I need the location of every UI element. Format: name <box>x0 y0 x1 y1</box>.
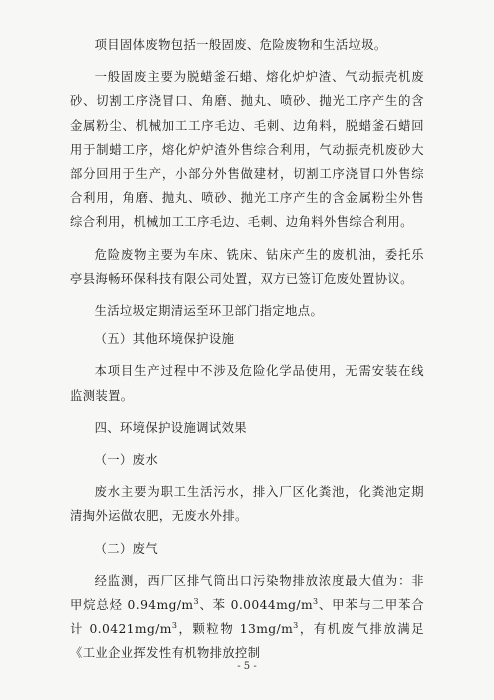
section-heading-exhaust-gas: （二）废气 <box>94 541 159 556</box>
paragraph-hazardous-waste: 危险废物主要为车床、铣床、钻床产生的废机油，委托乐亭县海畅环保科技有限公司处置，双方已签订危废处置协议。 <box>70 247 424 286</box>
section-heading-other-facilities: （五）其他环境保护设施 <box>94 332 235 347</box>
paragraph-exhaust-monitoring: 经监测，西厂区排气筒出口污染物排放浓度最大值为：非甲烷总烃 $0.94mg/m^3$、苯 $0.0044mg/m^3$、甲苯与二甲苯合计 $0.0421mg/m^3$，颗粒物 $13mg/m^3$，有机废气排放满足《工业企业挥发性有机物排放控制 <box>70 573 425 661</box>
paragraph-solid-waste-intro: 项目固体废物包括一般固废、危险废物和生活垃圾。 <box>94 38 387 52</box>
paragraph-general-solid-waste: 一般固废主要为脱蜡釜石蜡、熔化炉炉渣、气动振壳机废砂、切割工序浇冒口、角磨、抛丸、喷砂、抛光工序产生的含金属粉尘、机械加工工序毛边、毛刺、边角料，脱蜡釜石蜡回用于制蜡工序，熔化炉炉渣外售综合利用，气动振壳机废砂大部分回用于生产，小部分外售做建材，切割工序浇冒口外售综合利用，角磨、抛丸、喷砂、抛光工序产生的含金属粉尘外售综合利用，机械加工工序毛边、毛刺、边角料外售综合利用。 <box>70 70 424 230</box>
paragraph-wastewater: 废水主要为职工生活污水，排入厂区化粪池，化粪池定期清掏外运做农肥，无废水外排。 <box>70 485 424 524</box>
section-heading-debugging-effect: 四、环境保护设施调试效果 <box>94 420 247 435</box>
page-number: - 5 - <box>237 661 257 672</box>
section-heading-wastewater: （一）废水 <box>94 453 159 468</box>
paragraph-no-hazardous-chemicals: 本项目生产过程中不涉及危险化学品使用，无需安装在线监测装置。 <box>70 364 424 403</box>
paragraph-domestic-garbage: 生活垃圾定期清运至环卫部门指定地点。 <box>94 304 324 319</box>
